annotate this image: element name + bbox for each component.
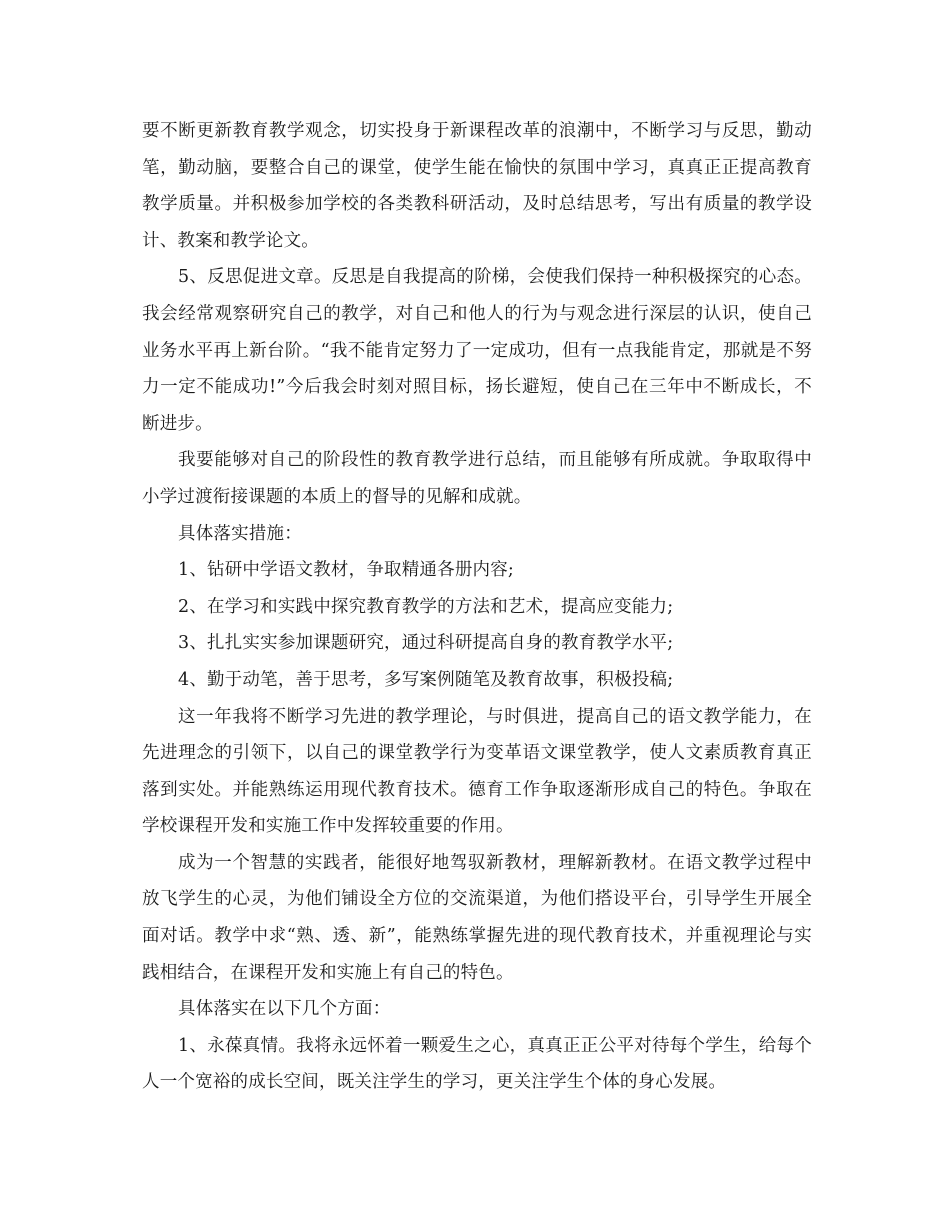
paragraph-7: 具体落实在以下几个方面： (178, 999, 391, 1020)
paragraph-1: 要不断更新教育教学观念，切实投身于新课程改革的浪潮中，不断学习与反思，勤动笔，勤动脑，要整合自己的课堂，使学生能在愉快的氛围中学习，真真正正提高教育教学质量。并积极参加学校的各类教科研活动，及时总结思考，写出有质量的教学设计、教案和教学论文。 (142, 121, 812, 251)
list-item-1: 1、钻研中学语文教材，争取精通各册内容; (178, 560, 515, 581)
document-body (142, 113, 812, 1101)
paragraph-5: 这一年我将不断学习先进的教学理论，与时俱进，提高自己的语文教学能力，在先进理念的引领下，以自己的课堂教学行为变革语文课堂教学，使人文素质教育真正落到实处。并能熟练运用现代教育技术。德育工作争取逐渐形成自己的特色。争取在学校课程开发和实施工作中发挥较重要的作用。 (142, 706, 812, 837)
paragraph-6: 成为一个智慧的实践者，能很好地驾驭新教材，理解新教材。在语文教学过程中放飞学生的心灵，为他们铺设全方位的交流渠道，为他们搭设平台，引导学生开展全面对话。教学中求“熟、透、新”，能熟练掌握先进的现代教育技术，并重视理论与实践相结合，在课程开发和实施上有自己的特色。 (142, 852, 812, 983)
paragraph-4: 具体落实措施： (178, 523, 302, 544)
paragraph-2: 5、反思促进文章。反思是自我提高的阶梯，会使我们保持一种积极探究的心态。我会经常观察研究自己的教学，对自己和他人的行为与观念进行深层的认识，使自己业务水平再上新台阶。“我不能肯定努力了一定成功，但有一点我能肯定，那就是不努力一定不能成功!”今后我会时刻对照目标，扬长避短，使自己在三年中不断成长，不断进步。 (142, 267, 812, 434)
paragraph-8: 1、永葆真情。我将永远怀着一颗爱生之心，真真正正公平对待每个学生，给每个人一个宽裕的成长空间，既关注学生的学习，更关注学生个体的身心发展。 (142, 1035, 812, 1093)
paragraph-3: 我要能够对自己的阶段性的教育教学进行总结，而且能够有所成就。争取取得中小学过渡衔接课题的本质上的督导的见解和成就。 (142, 450, 812, 507)
list-item-3: 3、扎扎实实参加课题研究，通过科研提高自身的教育教学水平; (178, 633, 674, 654)
list-item-2: 2、在学习和实践中探究教育教学的方法和艺术，提高应变能力; (178, 596, 674, 617)
list-item-4: 4、勤于动笔，善于思考，多写案例随笔及教育故事，积极投稿; (178, 669, 674, 690)
